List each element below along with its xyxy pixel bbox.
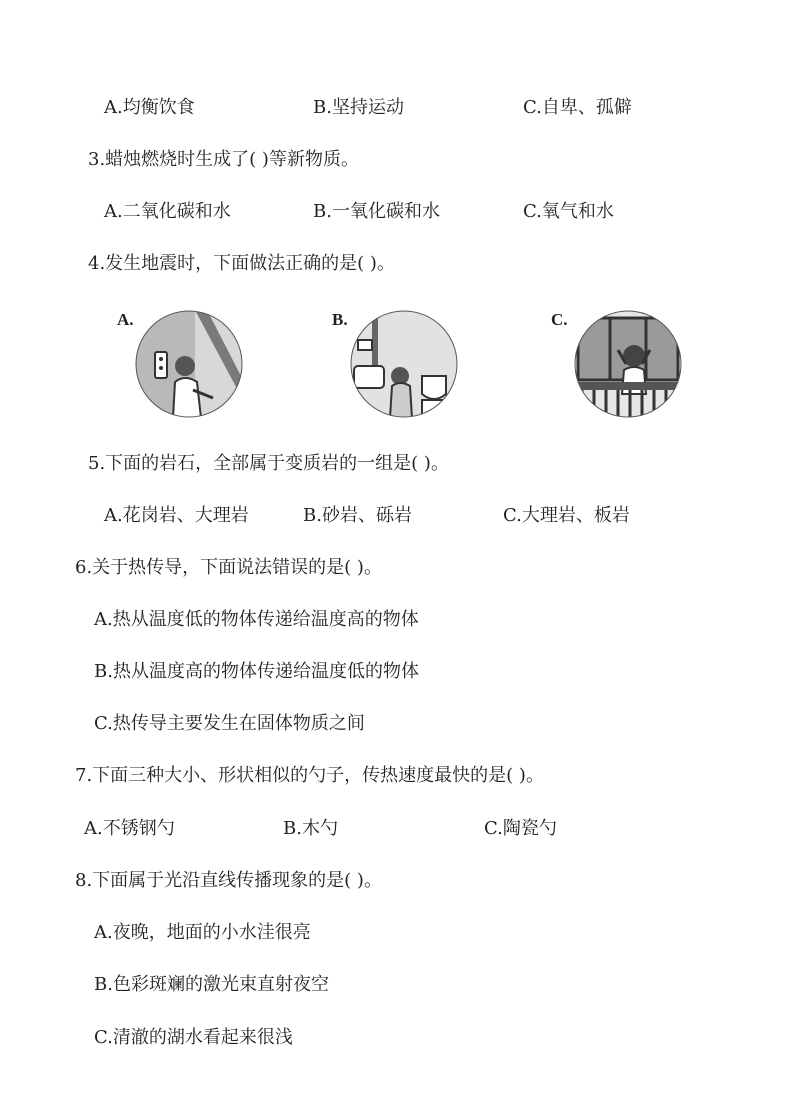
q5-option-c: C.大理岩、板岩 bbox=[503, 505, 630, 526]
q3-option-a: A.二氧化碳和水 bbox=[104, 201, 231, 222]
q8-option-a: A.夜晚，地面的小水洼很亮 bbox=[94, 922, 311, 943]
q4-stem: 4.发生地震时，下面做法正确的是( )。 bbox=[88, 253, 395, 274]
q4-label-b: B. bbox=[332, 310, 348, 329]
q2-option-c: C.自卑、孤僻 bbox=[523, 97, 632, 118]
earthquake-picture-c bbox=[574, 310, 682, 418]
earthquake-picture-b bbox=[350, 310, 458, 418]
q7-option-b: B.木勺 bbox=[283, 818, 338, 839]
q6-stem: 6.关于热传导，下面说法错误的是( )。 bbox=[75, 557, 382, 578]
q6-option-b: B.热从温度高的物体传递给温度低的物体 bbox=[94, 661, 419, 682]
earthquake-picture-a bbox=[135, 310, 243, 418]
q8-option-c: C.清澈的湖水看起来很浅 bbox=[94, 1027, 293, 1048]
q8-stem: 8.下面属于光沿直线传播现象的是( )。 bbox=[75, 870, 382, 891]
q5-stem: 5.下面的岩石，全部属于变质岩的一组是( )。 bbox=[88, 453, 449, 474]
q2-option-b: B.坚持运动 bbox=[313, 97, 404, 118]
q3-option-c: C.氧气和水 bbox=[523, 201, 614, 222]
q4-label-a: A. bbox=[117, 310, 134, 329]
q7-option-c: C.陶瓷勺 bbox=[484, 818, 557, 839]
q3-option-b: B.一氧化碳和水 bbox=[313, 201, 440, 222]
q7-option-a: A.不锈钢勺 bbox=[84, 818, 175, 839]
q3-stem: 3.蜡烛燃烧时生成了( )等新物质。 bbox=[88, 149, 359, 170]
q5-option-a: A.花岗岩、大理岩 bbox=[104, 505, 249, 526]
q2-option-a: A.均衡饮食 bbox=[104, 97, 195, 118]
q6-option-c: C.热传导主要发生在固体物质之间 bbox=[94, 713, 365, 734]
q8-option-b: B.色彩斑斓的激光束直射夜空 bbox=[94, 974, 329, 995]
q4-label-c: C. bbox=[551, 310, 568, 329]
q7-stem: 7.下面三种大小、形状相似的勺子，传热速度最快的是( )。 bbox=[75, 765, 544, 786]
q5-option-b: B.砂岩、砾岩 bbox=[303, 505, 412, 526]
q6-option-a: A.热从温度低的物体传递给温度高的物体 bbox=[94, 609, 419, 630]
